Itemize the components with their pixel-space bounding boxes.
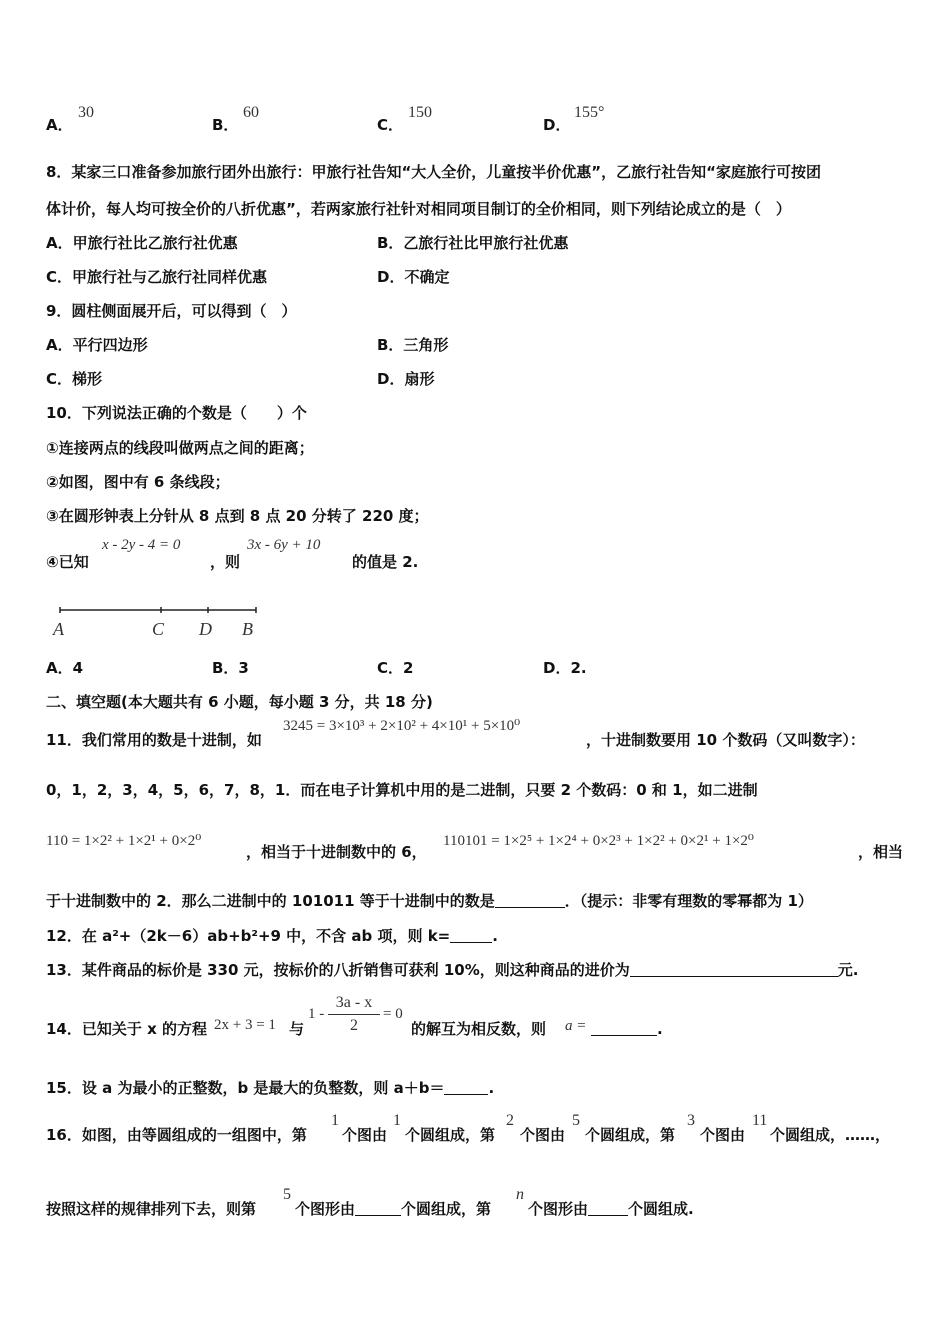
q14-equation-2-lead: 1 - xyxy=(308,1006,325,1022)
q10-stem: 10．下列说法正确的个数是（ ）个 xyxy=(46,404,307,422)
q13 xyxy=(46,960,858,980)
q8-option-d: D．不确定 xyxy=(377,268,450,286)
q9-option-c: C．梯形 xyxy=(46,370,103,388)
q11-line4 xyxy=(46,891,813,911)
q16-line2-answer-1-group xyxy=(295,1199,491,1219)
q7-option-c-label: C． xyxy=(377,116,404,134)
q10-option-c: C．2 xyxy=(377,659,414,677)
q14-fraction-denominator: 2 xyxy=(350,1017,358,1034)
q15-text: 15．设 a 为最小的正整数，b 是最大的负整数，则 a＋b＝ xyxy=(46,1079,445,1097)
q12 xyxy=(46,926,498,946)
q9-stem: 9．圆柱侧面展开后，可以得到（ ） xyxy=(46,302,297,320)
q8-option-a: A．甲旅行社比乙旅行社优惠 xyxy=(46,234,238,252)
q16-text-6: 个图由 xyxy=(700,1126,746,1144)
q16-line2-text-b: 个图形由 xyxy=(295,1200,356,1218)
q15 xyxy=(46,1078,494,1098)
q14-period: . xyxy=(657,1020,663,1038)
q10-statement-3: ③在圆形钟表上分针从 8 点到 8 点 20 分转了 220 度； xyxy=(46,507,429,525)
q14-fraction xyxy=(328,994,380,1035)
q14-fraction-numerator: 3a - x xyxy=(328,994,380,1015)
q7-option-a-value: 30 xyxy=(78,104,94,121)
q14-prefix: 14．已知关于 x 的方程 xyxy=(46,1020,207,1038)
q16-text-4: 个图由 xyxy=(520,1126,566,1144)
q7-option-a-label: A． xyxy=(46,116,73,134)
q16-num-6: 11 xyxy=(752,1112,768,1129)
q16-answer-blank-1[interactable] xyxy=(355,1201,401,1216)
q9-option-b: B．三角形 xyxy=(377,336,449,354)
q14-equation-2-tail: = 0 xyxy=(383,1006,403,1022)
q10-s4-middle: ，则 xyxy=(210,553,241,571)
q11-line4-prefix: 于十进制数中的 2．那么二进制中的 101011 等于十进制中的数是 xyxy=(46,892,495,910)
q16-text-2: 个图由 xyxy=(342,1126,388,1144)
q11-decimal-expansion: 3245 = 3×10³ + 2×10² + 4×10¹ + 5×10⁰ xyxy=(283,718,521,734)
q16-line2-var-n: n xyxy=(516,1186,524,1203)
q16-line2-text-e: 个圆组成. xyxy=(628,1200,694,1218)
section-2-heading: 二、填空题(本大题共有 6 小题，每小题 3 分，共 18 分) xyxy=(46,693,433,711)
q10-s4-equation-1: x - 2y - 4 = 0 xyxy=(102,537,181,553)
q11-line1-prefix: 11．我们常用的数是十进制，如 xyxy=(46,731,262,749)
q16-num-2: 1 xyxy=(393,1112,401,1129)
q16-num-1: 1 xyxy=(331,1112,339,1129)
q16-answer-blank-2[interactable] xyxy=(588,1201,628,1216)
q11-binary-example-1: 110 = 1×2² + 1×2¹ + 0×2⁰ xyxy=(46,833,202,849)
q7-option-b-value: 60 xyxy=(243,104,259,121)
q14-answer-blank[interactable] xyxy=(591,1021,657,1036)
q10-segment-figure xyxy=(50,600,270,645)
q9-option-d: D．扇形 xyxy=(377,370,435,388)
q8-option-c: C．甲旅行社与乙旅行社同样优惠 xyxy=(46,268,268,286)
q16-num-4: 5 xyxy=(572,1112,580,1129)
q11-line1-suffix: ，十进制数要用 10 个数码（又叫数字）： xyxy=(586,731,865,749)
q7-option-c-value: 150 xyxy=(408,104,432,121)
q16-text-3: 个圆组成，第 xyxy=(405,1126,496,1144)
q10-statement-2: ②如图，图中有 6 条线段； xyxy=(46,473,230,491)
q16-line2-text-d: 个图形由 xyxy=(528,1200,589,1218)
q14-and: 与 xyxy=(289,1020,305,1038)
q10-s4-suffix: 的值是 2. xyxy=(352,553,419,571)
q11-binary-example-2: 110101 = 1×2⁵ + 1×2⁴ + 0×2³ + 1×2² + 0×2¹ + 1×2⁰ xyxy=(443,833,754,849)
q9-option-a: A．平行四边形 xyxy=(46,336,148,354)
q8-option-b: B．乙旅行社比甲旅行社优惠 xyxy=(377,234,569,252)
q10-option-a: A．4 xyxy=(46,659,84,677)
q14-equation-1: 2x + 3 = 1 xyxy=(214,1017,276,1033)
q13-text: 13．某件商品的标价是 330 元，按标价的八折销售可获利 10%，则这种商品的进价为 xyxy=(46,961,630,979)
q7-option-d-label: D． xyxy=(543,116,571,134)
q13-suffix: 元. xyxy=(837,961,859,979)
q16-line2-num-5: 5 xyxy=(283,1186,291,1203)
q15-suffix: . xyxy=(488,1079,495,1097)
point-label-c: C xyxy=(152,619,165,639)
q10-s4-prefix: ④已知 xyxy=(46,553,89,571)
q8-stem-line1: 8．某家三口准备参加旅行团外出旅行：甲旅行社告知“大人全价，儿童按半价优惠”，乙旅行社告知“家庭旅行可按团 xyxy=(46,163,822,181)
q7-option-b-label: B． xyxy=(212,116,239,134)
q16-line2-text-a: 按照这样的规律排列下去，则第 xyxy=(46,1200,257,1218)
q15-answer-blank[interactable] xyxy=(444,1080,488,1095)
q11-answer-blank[interactable] xyxy=(495,893,565,908)
q16-num-5: 3 xyxy=(687,1112,695,1129)
q13-answer-blank[interactable] xyxy=(630,962,838,977)
q16-text-7: 个圆组成，……， xyxy=(770,1126,891,1144)
q7-option-d-value: 155° xyxy=(574,104,605,121)
q16-line2-answer-2-group xyxy=(528,1199,694,1219)
q12-suffix: . xyxy=(492,927,498,945)
q8-stem-line2: 体计价，每人均可按全价的八折优惠”，若两家旅行社针对相同项目制订的全价相同，则下列结论成立的是（ ） xyxy=(46,200,791,218)
point-label-a: A xyxy=(53,619,64,639)
q11-line3-middle: ，相当于十进制数中的 6， xyxy=(246,843,427,861)
q11-line3-suffix: ，相当 xyxy=(858,843,904,861)
q12-text: 12．在 a²+（2k－6）ab+b²+9 中，不含 ab 项，则 k= xyxy=(46,927,451,945)
q14-variable-a: a = xyxy=(565,1018,587,1034)
q11-line4-suffix: ．（提示：非零有理数的零幂都为 1） xyxy=(564,892,813,910)
q10-statement-1: ①连接两点的线段叫做两点之间的距离； xyxy=(46,439,314,457)
q16-num-3: 2 xyxy=(506,1112,514,1129)
q10-option-d: D．2. xyxy=(543,659,587,677)
q11-line2: 0，1，2，3，4，5，6，7，8，1．而在电子计算机中用的是二进制，只要 2 个数码：0 和 1，如二进制 xyxy=(46,781,758,799)
q12-answer-blank[interactable] xyxy=(450,928,492,943)
q16-text-1: 16．如图，由等圆组成的一组图中，第 xyxy=(46,1126,307,1144)
point-label-d: D xyxy=(199,619,212,639)
q16-line2-text-c: 个圆组成，第 xyxy=(401,1200,492,1218)
q10-option-b: B．3 xyxy=(212,659,249,677)
q16-text-5: 个圆组成，第 xyxy=(585,1126,676,1144)
point-label-b: B xyxy=(242,619,253,639)
q14-answer-line xyxy=(591,1019,663,1039)
q14-suffix: 的解互为相反数，则 xyxy=(411,1020,547,1038)
q10-s4-equation-2: 3x - 6y + 10 xyxy=(247,537,321,553)
